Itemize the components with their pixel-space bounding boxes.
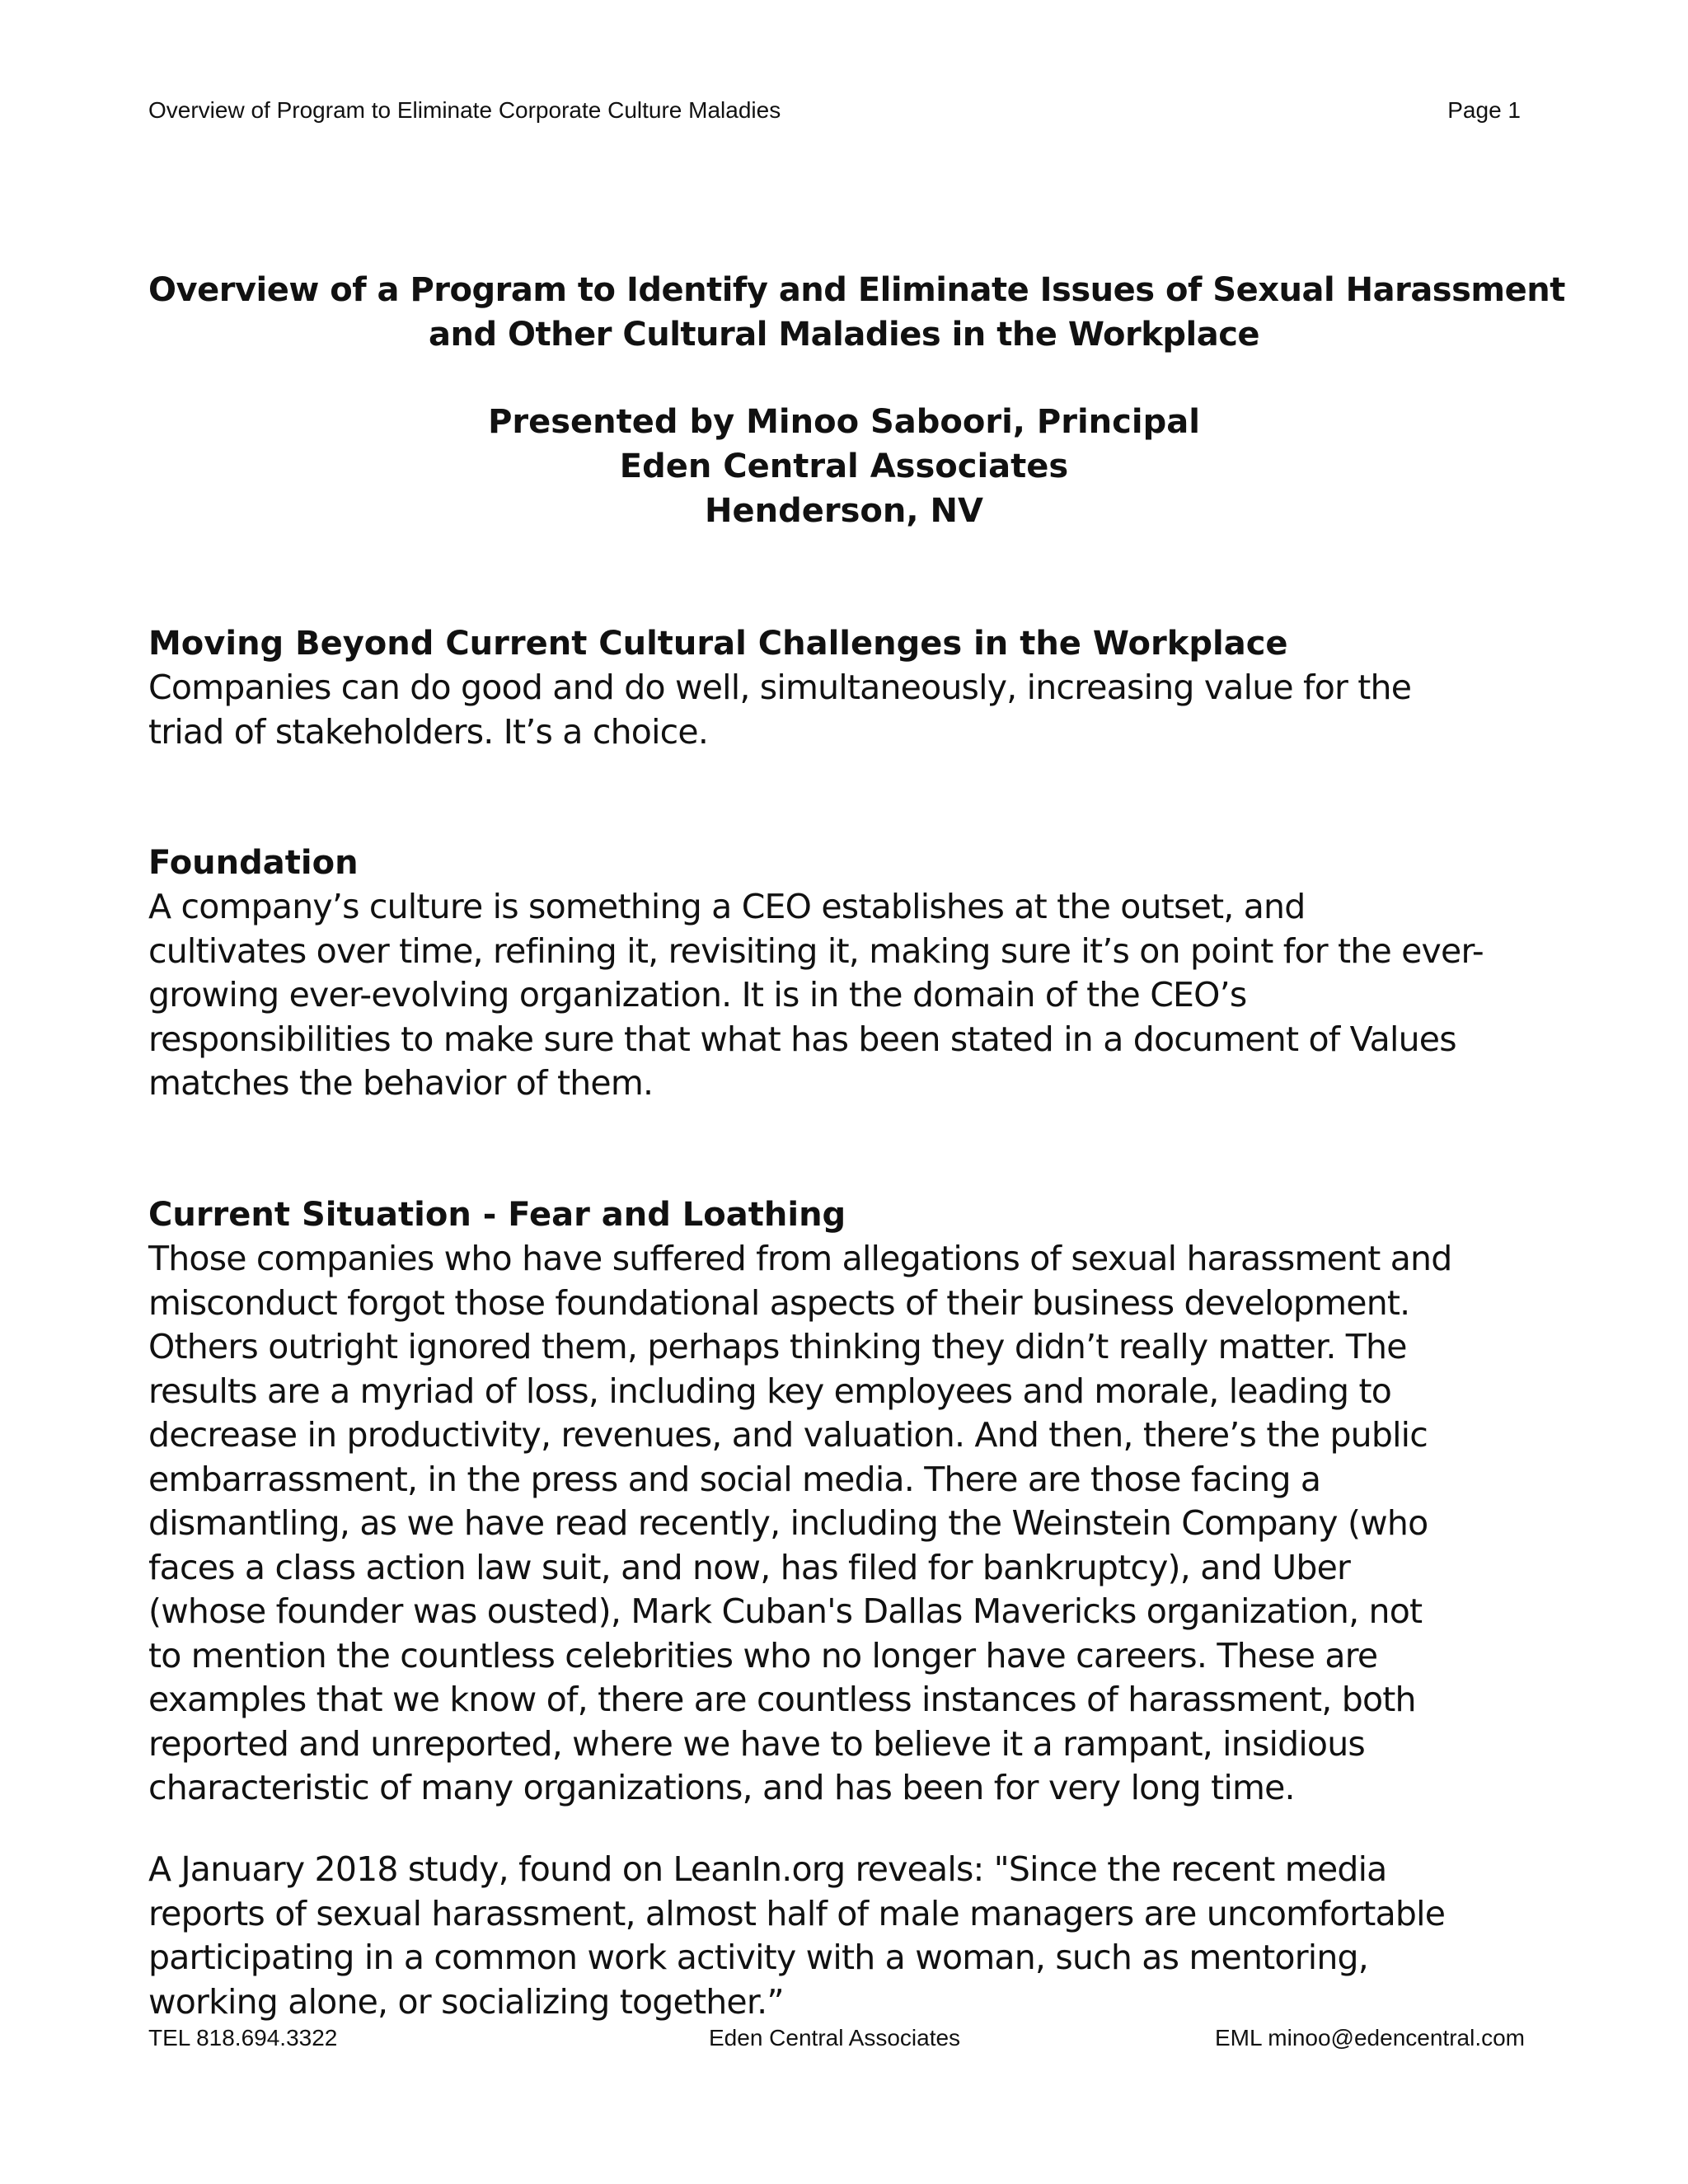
footer-email: EML minoo@edencentral.com: [1214, 2025, 1525, 2050]
section-current-situation: [148, 1193, 1550, 1811]
paragraph-line: responsibilities to make sure that what has been stated in a document of Values: [148, 1019, 1456, 1059]
paragraph-line: misconduct forgot those foundational aspects of their business development.: [148, 1282, 1410, 1323]
paragraph-line: growing ever-evolving organization. It is in the domain of the CEO’s: [148, 975, 1247, 1015]
section-moving-beyond: [148, 621, 1550, 754]
paragraph-line: Those companies who have suffered from allegations of sexual harassment and: [148, 1239, 1452, 1278]
presenter-name: Presented by Minoo Saboori, Principal: [488, 403, 1200, 441]
footer-company: Eden Central Associates: [709, 2025, 961, 2050]
paragraph-line: reported and unreported, where we have to believe it a rampant, insidious: [148, 1723, 1365, 1764]
section-paragraph: [148, 1237, 1550, 1811]
paragraph-line: Companies can do good and do well, simultaneously, increasing value for the: [148, 668, 1412, 707]
section-heading: Current Situation - Fear and Loathing: [148, 1196, 846, 1234]
presenter-info: [148, 400, 1540, 533]
paragraph-line: examples that we know of, there are countless instances of harassment, both: [148, 1680, 1416, 1719]
section-study-quote: [148, 1848, 1550, 2024]
paragraph-line: A company’s culture is something a CEO establishes at the outset, and: [148, 887, 1306, 926]
section-paragraph: [148, 1848, 1550, 2024]
section-paragraph: [148, 666, 1550, 754]
section-foundation: [148, 841, 1550, 1106]
paragraph-line: decrease in productivity, revenues, and valuation. And then, there’s the public: [148, 1415, 1428, 1455]
paragraph-line: triad of stakeholders. It’s a choice.: [148, 711, 709, 752]
paragraph-line: working alone, or socializing together.”: [148, 1981, 784, 2022]
paragraph-line: characteristic of many organizations, and has been for very long time.: [148, 1768, 1295, 1807]
presenter-company: Eden Central Associates: [619, 448, 1069, 485]
paragraph-line: (whose founder was ousted), Mark Cuban's Dallas Mavericks organization, not: [148, 1591, 1423, 1631]
presenter-location: Henderson, NV: [705, 492, 983, 530]
footer-telephone: TEL 818.694.3322: [148, 2025, 338, 2050]
section-paragraph: [148, 885, 1550, 1106]
document-title-line: and Other Cultural Maladies in the Workplace: [428, 316, 1260, 354]
paragraph-line: Others outright ignored them, perhaps thinking they didn’t really matter. The: [148, 1327, 1407, 1366]
paragraph-line: matches the behavior of them.: [148, 1063, 654, 1103]
paragraph-line: dismantling, as we have read recently, including the Weinstein Company (who: [148, 1503, 1428, 1543]
paragraph-line: results are a myriad of loss, including key employees and morale, leading to: [148, 1371, 1392, 1411]
document-title-line: Overview of a Program to Identify and Eliminate Issues of Sexual Harassment: [148, 271, 1565, 309]
page-number: Page 1: [1447, 97, 1521, 123]
running-header-title: Overview of Program to Eliminate Corporate Culture Maladies: [148, 97, 781, 123]
paragraph-line: cultivates over time, refining it, revisiting it, making sure it’s on point for the ever-: [148, 930, 1484, 971]
section-heading: Foundation: [148, 844, 359, 882]
paragraph-line: to mention the countless celebrities who no longer have careers. These are: [148, 1635, 1378, 1675]
paragraph-line: embarrassment, in the press and social media. There are those facing a: [148, 1459, 1321, 1499]
paragraph-line: A January 2018 study, found on LeanIn.org reveals: "Since the recent media: [148, 1849, 1387, 1889]
paragraph-line: reports of sexual harassment, almost half of male managers are uncomfortable: [148, 1893, 1446, 1933]
paragraph-line: participating in a common work activity with a woman, such as mentoring,: [148, 1938, 1368, 1977]
document-title: [148, 268, 1565, 357]
section-heading: Moving Beyond Current Cultural Challenges in the Workplace: [148, 625, 1288, 663]
paragraph-line: faces a class action law suit, and now, has filed for bankruptcy), and Uber: [148, 1547, 1351, 1587]
